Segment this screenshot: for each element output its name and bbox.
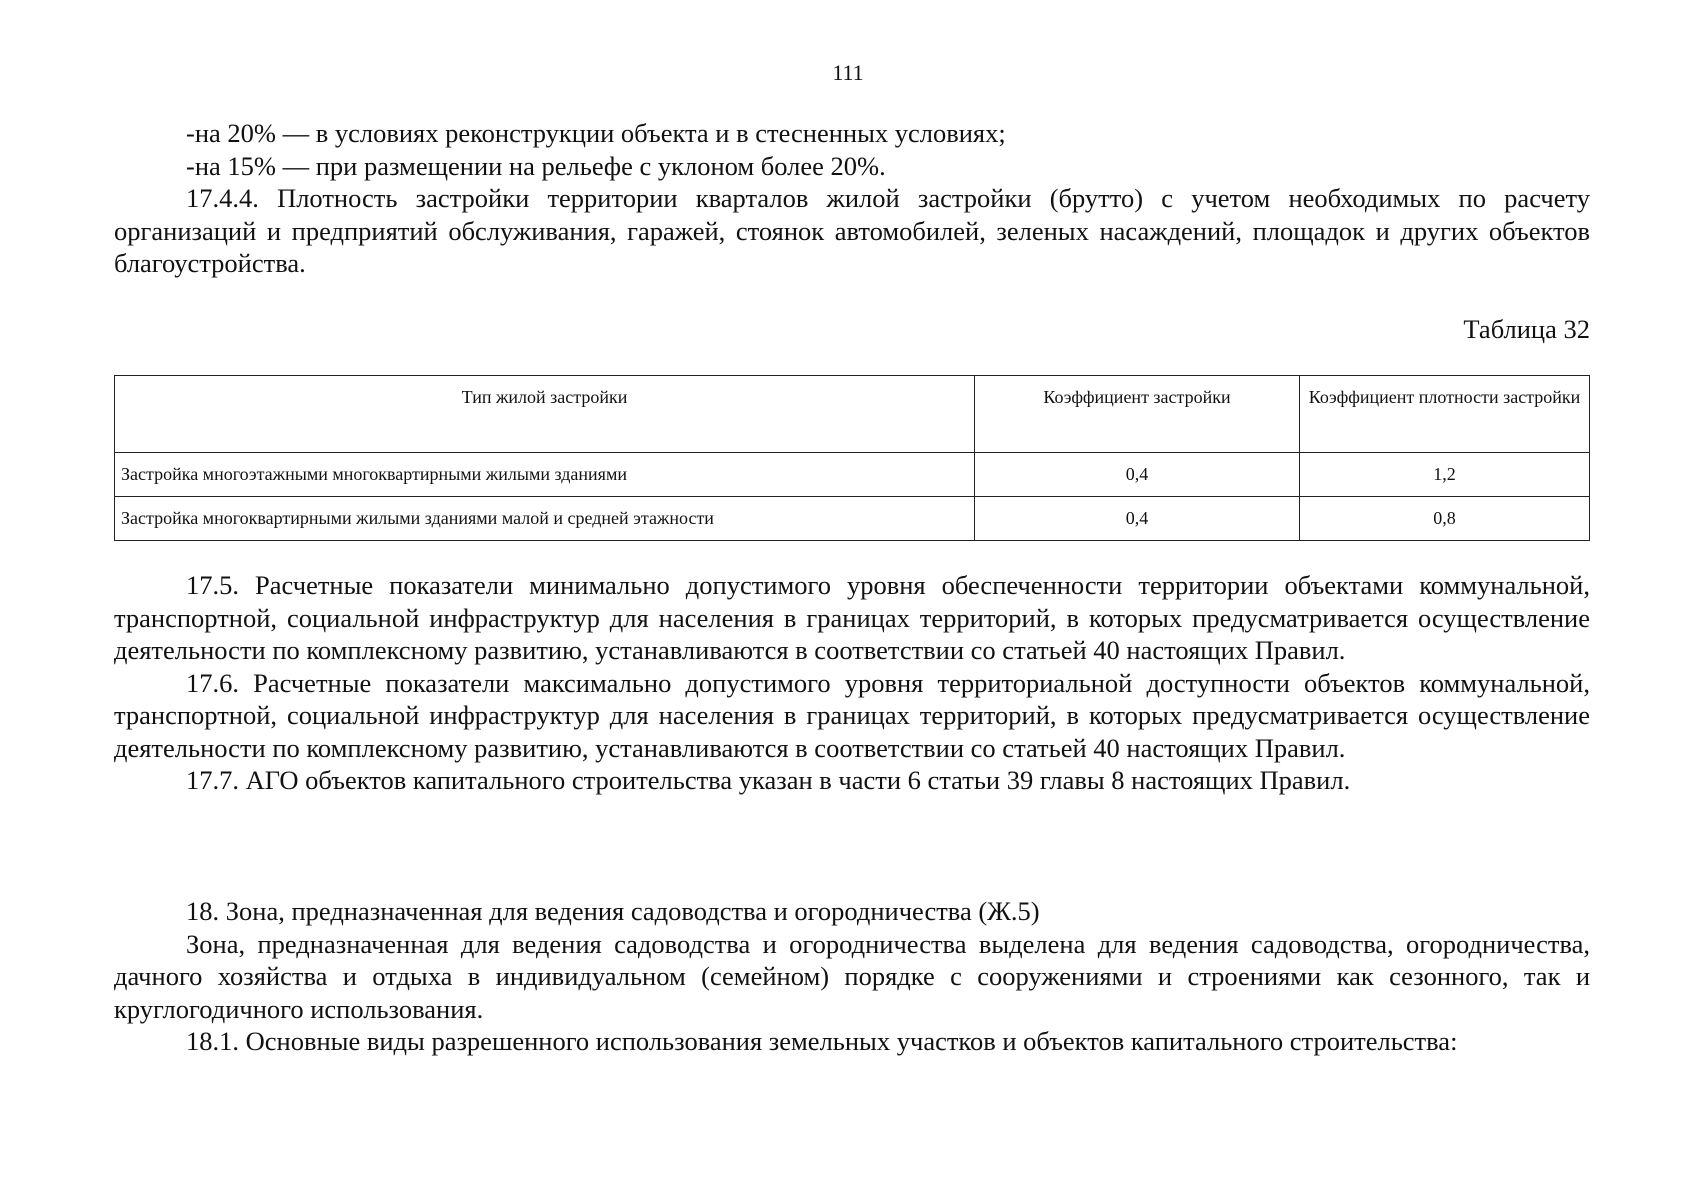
bottom-text-block (114, 895, 1590, 1058)
paragraph-17-5: 17.5. Расчетные показатели минимально допустимого уровня обеспеченности территории объектами коммунальной, транспортной, социальной инфраструктур для населения в границах территорий, в которых предусматривается осуществление деятельности по комплексному развитию, устанавливаются в соответствии со статьей 40 настоящих Правил. (114, 570, 1590, 665)
paragraph-17-4-4: 17.4.4. Плотность застройки территории кварталов жилой застройки (брутто) с учетом необходимых по расчету организаций и предприятий обслуживания, гаражей, стоянок автомобилей, зеленых насаждений, площадок и других объектов благоустройства. (114, 183, 1590, 278)
paragraph-17-7: 17.7. АГО объектов капитального строительства указан в части 6 статьи 39 главы 8 настоящих Правил. (186, 765, 1351, 795)
table-header-row (115, 376, 1590, 453)
cell-building-type: Застройка многоэтажными многоквартирными жилыми зданиями (115, 453, 975, 497)
paragraph-reconstruction-condition: -на 20% — в условиях реконструкции объекта и в стесненных условиях; (186, 118, 1006, 148)
paragraph-18-1: 18.1. Основные виды разрешенного использования земельных участков и объектов капитального строительства: (186, 1026, 1458, 1056)
cell-building-type: Застройка многоквартирными жилыми зданиями малой и средней этажности (115, 497, 975, 541)
header-building-coefficient: Коэффициент застройки (975, 376, 1300, 453)
density-table (114, 375, 1590, 541)
paragraph-zone-description: Зона, предназначенная для ведения садоводства и огородничества выделена для ведения садоводства, огородничества, дачного хозяйства и отдыха в индивидуальном (семейном) порядке с сооружениями и строениями как сезонного, так и круглогодичного использования. (114, 928, 1590, 1024)
cell-building-coefficient: 0,4 (975, 497, 1300, 541)
paragraph-17-6: 17.6. Расчетные показатели максимально допустимого уровня территориальной доступности объектов коммунальной, транспортной, социальной инфраструктур для населения в границах территорий, в которых предусматривается осуществление деятельности по комплексному развитию, устанавливаются в соответствии со статьей 40 настоящих Правил. (114, 667, 1590, 763)
header-density-coefficient: Коэффициент плотности застройки (1300, 376, 1590, 453)
cell-density-coefficient: 1,2 (1300, 453, 1590, 497)
middle-text-block (114, 569, 1590, 797)
table-row (115, 497, 1590, 541)
header-building-type: Тип жилой застройки (115, 376, 975, 453)
table-caption: Таблица 32 (1463, 314, 1590, 344)
page-number: 111 (832, 60, 864, 85)
top-text-block (114, 117, 1590, 280)
cell-density-coefficient: 0,8 (1300, 497, 1590, 541)
cell-building-coefficient: 0,4 (975, 453, 1300, 497)
table-row (115, 453, 1590, 497)
section-18-heading: 18. Зона, предназначенная для ведения садоводства и огородничества (Ж.5) (186, 896, 1040, 926)
paragraph-slope-condition: -на 15% — при размещении на рельефе с уклоном более 20%. (186, 150, 886, 181)
